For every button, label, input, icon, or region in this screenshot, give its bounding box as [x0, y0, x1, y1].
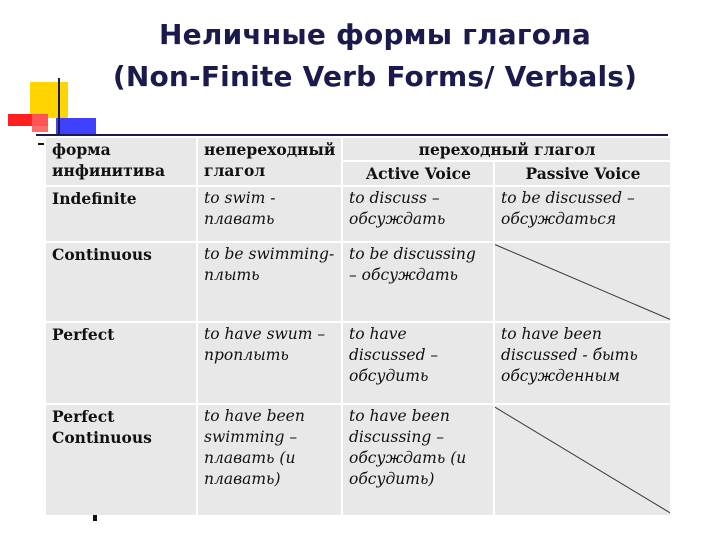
- row-form: Perfect: [45, 322, 197, 404]
- row-form: Continuous: [45, 242, 197, 322]
- diagonal-line: [495, 405, 670, 515]
- decorative-red-square: [32, 114, 48, 132]
- row-passive: to be discussed – обсуждаться: [494, 186, 671, 242]
- diagonal-line: [495, 243, 670, 321]
- row-intransitive: to have been swimming – плавать (и плавать): [197, 404, 342, 516]
- table-row: [45, 186, 671, 242]
- empty-passive-cell: [494, 242, 671, 322]
- decorative-yellow-square: [30, 82, 68, 118]
- slide-title: [0, 14, 720, 98]
- header-active-voice: Active Voice: [342, 161, 494, 186]
- table-row: [45, 404, 671, 516]
- bullet-mark: [93, 515, 97, 521]
- row-form: Indefinite: [45, 186, 197, 242]
- row-intransitive: to have swum – проплыть: [197, 322, 342, 404]
- row-passive: to have been discussed - быть обсужденным: [494, 322, 671, 404]
- row-intransitive: to swim - плавать: [197, 186, 342, 242]
- row-active: to discuss – обсуждать: [342, 186, 494, 242]
- empty-passive-cell: [494, 404, 671, 516]
- table-row: [45, 322, 671, 404]
- row-form: Perfect Continuous: [45, 404, 197, 516]
- title-line-english: (Non-Finite Verb Forms/ Verbals): [112, 60, 638, 93]
- header-passive-voice: Passive Voice: [494, 161, 671, 186]
- row-intransitive: to be swimming- плыть: [197, 242, 342, 322]
- title-line-russian: Неличные формы глагола: [159, 18, 591, 51]
- header-transitive: переходный глагол: [342, 137, 671, 161]
- row-active: to have discussed – обсудить: [342, 322, 494, 404]
- decorative-vertical-line: [58, 78, 60, 134]
- row-active: to have been discussing – обсуждать (и обсудить): [342, 404, 494, 516]
- header-form: форма инфинитива: [45, 137, 197, 186]
- table-row: [45, 242, 671, 322]
- verb-table: [44, 136, 672, 517]
- row-active: to be discussing – обсуждать: [342, 242, 494, 322]
- header-intransitive: непереходный глагол: [197, 137, 342, 186]
- verb-forms-table: [44, 136, 670, 516]
